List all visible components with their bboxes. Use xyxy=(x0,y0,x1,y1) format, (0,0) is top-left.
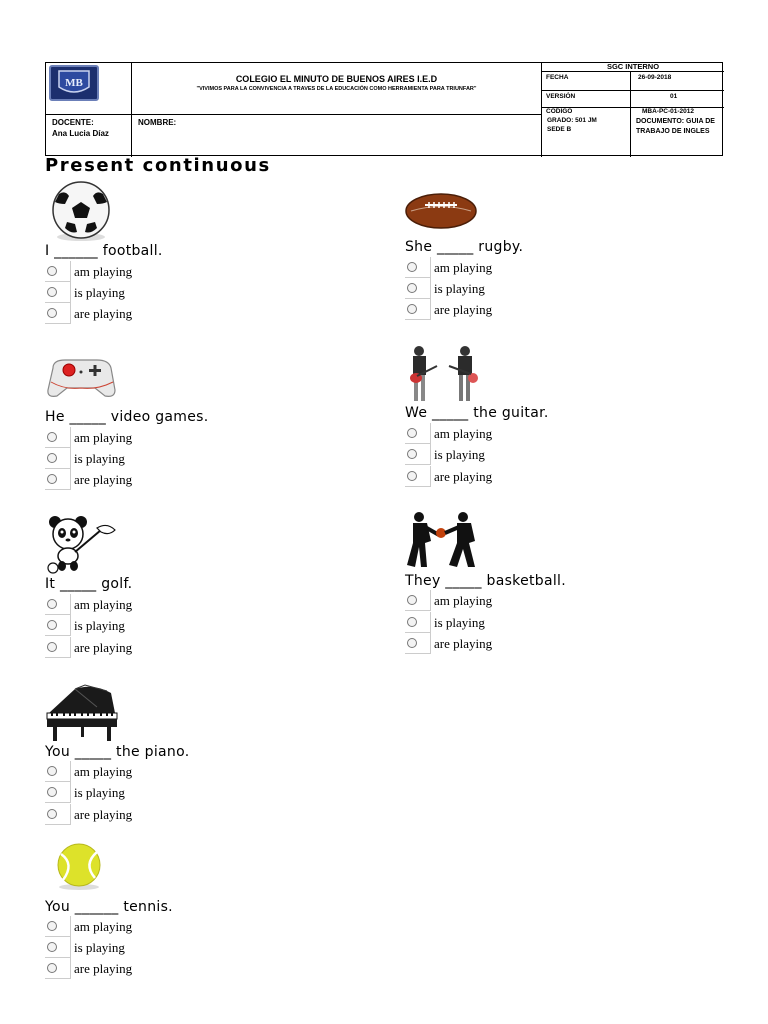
exercise-golf xyxy=(45,514,375,664)
option-are-playing[interactable] xyxy=(405,466,605,487)
option-am-playing[interactable] xyxy=(405,423,605,444)
exercise-tennis xyxy=(45,842,375,992)
version-label: VERSIÓN xyxy=(546,93,576,100)
guitar-players-icon xyxy=(405,344,479,404)
option-is-playing[interactable] xyxy=(45,448,245,469)
option-are-playing[interactable] xyxy=(45,469,245,490)
option-label: am playing xyxy=(434,426,493,441)
radio-button[interactable] xyxy=(47,287,57,297)
sgc-divider xyxy=(630,72,631,115)
option-are-playing[interactable] xyxy=(45,958,245,979)
radio-button[interactable] xyxy=(47,642,57,652)
sgc-grid xyxy=(542,72,724,115)
radio-button[interactable] xyxy=(47,766,57,776)
option-am-playing[interactable] xyxy=(45,261,245,282)
option-is-playing[interactable] xyxy=(405,278,605,299)
option-label: are playing xyxy=(74,640,133,655)
basketball-players-icon xyxy=(405,511,481,571)
option-label: is playing xyxy=(74,451,125,466)
option-label: am playing xyxy=(74,430,133,445)
option-is-playing[interactable] xyxy=(45,937,245,958)
version-value: 01 xyxy=(670,93,678,100)
sentence: He _____ video games. xyxy=(45,409,209,425)
sentence: They _____ basketball. xyxy=(405,573,566,589)
docente-label: DOCENTE: xyxy=(52,118,94,127)
docente-name: Ana Lucia Díaz xyxy=(52,129,109,138)
option-am-playing[interactable] xyxy=(405,257,605,278)
title-cell xyxy=(132,63,542,115)
option-am-playing[interactable] xyxy=(45,427,245,448)
option-label: am playing xyxy=(74,597,133,612)
tennis-ball-icon xyxy=(49,842,115,892)
exercise-video-games xyxy=(45,356,375,496)
option-am-playing[interactable] xyxy=(405,590,605,611)
exercise-rugby xyxy=(405,188,735,328)
logo-text: MB xyxy=(65,77,83,89)
option-is-playing[interactable] xyxy=(45,782,245,803)
radio-button[interactable] xyxy=(47,942,57,952)
school-name: COLEGIO EL MINUTO DE BUENOS AIRES I.E.D xyxy=(235,74,438,84)
option-label: am playing xyxy=(74,764,133,779)
codigo-label: CODIGO xyxy=(546,108,573,115)
exercise-basketball xyxy=(405,511,735,661)
option-label: am playing xyxy=(434,593,493,608)
sgc-label: SGC INTERNO xyxy=(542,63,724,72)
option-is-playing[interactable] xyxy=(405,612,605,633)
document-header xyxy=(45,62,723,156)
panda-golf-icon xyxy=(45,514,119,576)
soccer-ball-icon xyxy=(45,180,117,242)
option-label: is playing xyxy=(74,940,125,955)
radio-button[interactable] xyxy=(407,262,417,272)
option-label: is playing xyxy=(434,447,485,462)
option-am-playing[interactable] xyxy=(45,916,245,937)
radio-button[interactable] xyxy=(47,921,57,931)
radio-button[interactable] xyxy=(407,304,417,314)
nombre-cell[interactable] xyxy=(132,115,542,157)
option-is-playing[interactable] xyxy=(45,282,245,303)
radio-button[interactable] xyxy=(407,471,417,481)
documento-label: DOCUMENTO: GUIA DE TRABAJO DE INGLES xyxy=(636,118,715,135)
nombre-label: NOMBRE: xyxy=(138,118,177,127)
option-label: are playing xyxy=(434,302,493,317)
radio-button[interactable] xyxy=(47,599,57,609)
docente-cell xyxy=(46,115,132,157)
gamepad-icon xyxy=(45,356,117,400)
sentence: She _____ rugby. xyxy=(405,239,524,255)
option-am-playing[interactable] xyxy=(45,761,245,782)
school-logo xyxy=(49,65,99,101)
option-label: are playing xyxy=(434,636,493,651)
sentence: I ______ football. xyxy=(45,243,163,259)
piano-icon xyxy=(45,683,119,743)
radio-button[interactable] xyxy=(47,453,57,463)
option-label: am playing xyxy=(434,260,493,275)
grado-cell xyxy=(542,115,631,157)
codigo-value: MBA-PC-01-2012 xyxy=(642,108,695,115)
fecha-value: 26-09-2018 xyxy=(638,74,672,81)
radio-button[interactable] xyxy=(47,809,57,819)
exercise-piano xyxy=(45,683,375,833)
radio-button[interactable] xyxy=(47,620,57,630)
fecha-row xyxy=(542,72,724,91)
option-label: are playing xyxy=(74,306,133,321)
option-are-playing[interactable] xyxy=(405,299,605,320)
radio-button[interactable] xyxy=(47,474,57,484)
logo-cell xyxy=(46,63,132,115)
radio-button[interactable] xyxy=(407,428,417,438)
rugby-ball-icon xyxy=(405,190,479,232)
school-motto: "VIVIMOS PARA LA CONVIVENCIA A TRAVES DE LA EDUCACIÓN COMO HERRAMIENTA PARA TRIUNFAR" xyxy=(196,86,477,92)
option-label: is playing xyxy=(74,285,125,300)
sentence: You _____ the piano. xyxy=(45,744,190,760)
exercise-guitar xyxy=(405,344,735,494)
radio-button[interactable] xyxy=(407,638,417,648)
option-label: am playing xyxy=(74,919,133,934)
sentence: We _____ the guitar. xyxy=(405,405,549,421)
radio-button[interactable] xyxy=(407,283,417,293)
sede-label: SEDE B xyxy=(547,126,572,133)
radio-button[interactable] xyxy=(47,787,57,797)
option-label: is playing xyxy=(74,785,125,800)
option-label: are playing xyxy=(74,472,133,487)
fecha-label: FECHA xyxy=(546,74,569,81)
option-label: is playing xyxy=(434,281,485,296)
radio-button[interactable] xyxy=(47,432,57,442)
option-label: is playing xyxy=(434,615,485,630)
option-label: is playing xyxy=(74,618,125,633)
option-label: are playing xyxy=(434,469,493,484)
exercise-football xyxy=(45,180,375,330)
version-row xyxy=(542,91,724,108)
option-are-playing[interactable] xyxy=(45,637,245,658)
option-are-playing[interactable] xyxy=(405,633,605,654)
radio-button[interactable] xyxy=(47,308,57,318)
option-label: are playing xyxy=(74,961,133,976)
radio-button[interactable] xyxy=(47,963,57,973)
option-is-playing[interactable] xyxy=(405,444,605,465)
option-am-playing[interactable] xyxy=(45,594,245,615)
sentence: You ______ tennis. xyxy=(45,899,173,915)
radio-button[interactable] xyxy=(407,595,417,605)
option-are-playing[interactable] xyxy=(45,303,245,324)
option-are-playing[interactable] xyxy=(45,804,245,825)
grado-label: GRADO: 501 JM xyxy=(547,117,597,124)
sentence: It _____ golf. xyxy=(45,576,133,592)
option-label: am playing xyxy=(74,264,133,279)
option-label: are playing xyxy=(74,807,133,822)
option-is-playing[interactable] xyxy=(45,615,245,636)
radio-button[interactable] xyxy=(47,266,57,276)
documento-cell xyxy=(631,115,724,157)
radio-button[interactable] xyxy=(407,449,417,459)
radio-button[interactable] xyxy=(407,617,417,627)
page-title: Present continuous xyxy=(45,155,271,176)
